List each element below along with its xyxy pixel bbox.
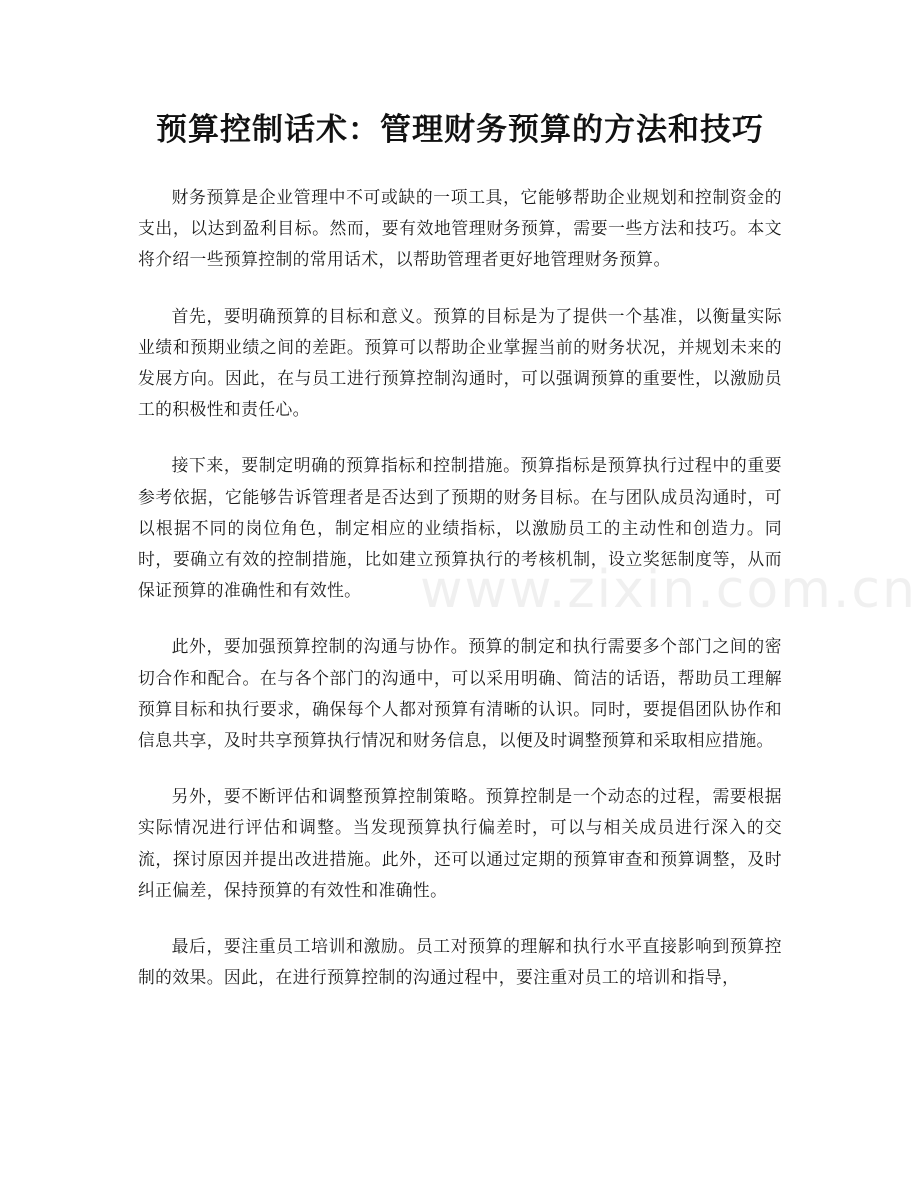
paragraph-evaluation: 另外，要不断评估和调整预算控制策略。预算控制是一个动态的过程，需要根据实际情况进行评估和调整。当发现预算执行偏差时，可以与相关成员进行深入的交流，探讨原因并提出改进措施。此外，还可以通过定期的预算审查和预算调整，及时纠正偏差，保持预算的有效性和准确性。 — [138, 786, 782, 900]
document-body — [138, 182, 782, 993]
paragraph-indicators: 接下来，要制定明确的预算指标和控制措施。预算指标是预算执行过程中的重要参考依据，它能够告诉管理者是否达到了预期的财务目标。在与团队成员沟通时，可以根据不同的岗位角色，制定相应的业绩指标，以激励员工的主动性和创造力。同时，要确立有效的控制措施，比如建立预算执行的考核机制，设立奖惩制度等，从而保证预算的准确性和有效性。 — [138, 455, 782, 601]
paragraph-training: 最后，要注重员工培训和激励。员工对预算的理解和执行水平直接影响到预算控制的效果。因此，在进行预算控制的沟通过程中，要注重对员工的培训和指导， — [138, 936, 782, 988]
page-title: 预算控制话术：管理财务预算的方法和技巧 — [156, 112, 764, 148]
paragraph-goals: 首先，要明确预算的目标和意义。预算的目标是为了提供一个基准，以衡量实际业绩和预期业绩之间的差距。预算可以帮助企业掌握当前的财务状况，并规划未来的发展方向。因此，在与员工进行预算控制沟通时，可以强调预算的重要性，以激励员工的积极性和责任心。 — [138, 305, 782, 420]
watermark: www.zixin.com.cn — [420, 560, 917, 620]
paragraph-communication: 此外，要加强预算控制的沟通与协作。预算的制定和执行需要多个部门之间的密切合作和配合。在与各个部门的沟通中，可以采用明确、简洁的话语，帮助员工理解预算目标和执行要求，确保每个人都对预算有清晰的认识。同时，要提倡团队协作和信息共享，及时共享预算执行情况和财务信息，以便及时调整预算和采取相应措施。 — [138, 636, 782, 751]
paragraph-intro: 财务预算是企业管理中不可或缺的一项工具，它能够帮助企业规划和控制资金的支出，以达到盈利目标。然而，要有效地管理财务预算，需要一些方法和技巧。本文将介绍一些预算控制的常用话术，以帮助管理者更好地管理财务预算。 — [138, 187, 782, 270]
